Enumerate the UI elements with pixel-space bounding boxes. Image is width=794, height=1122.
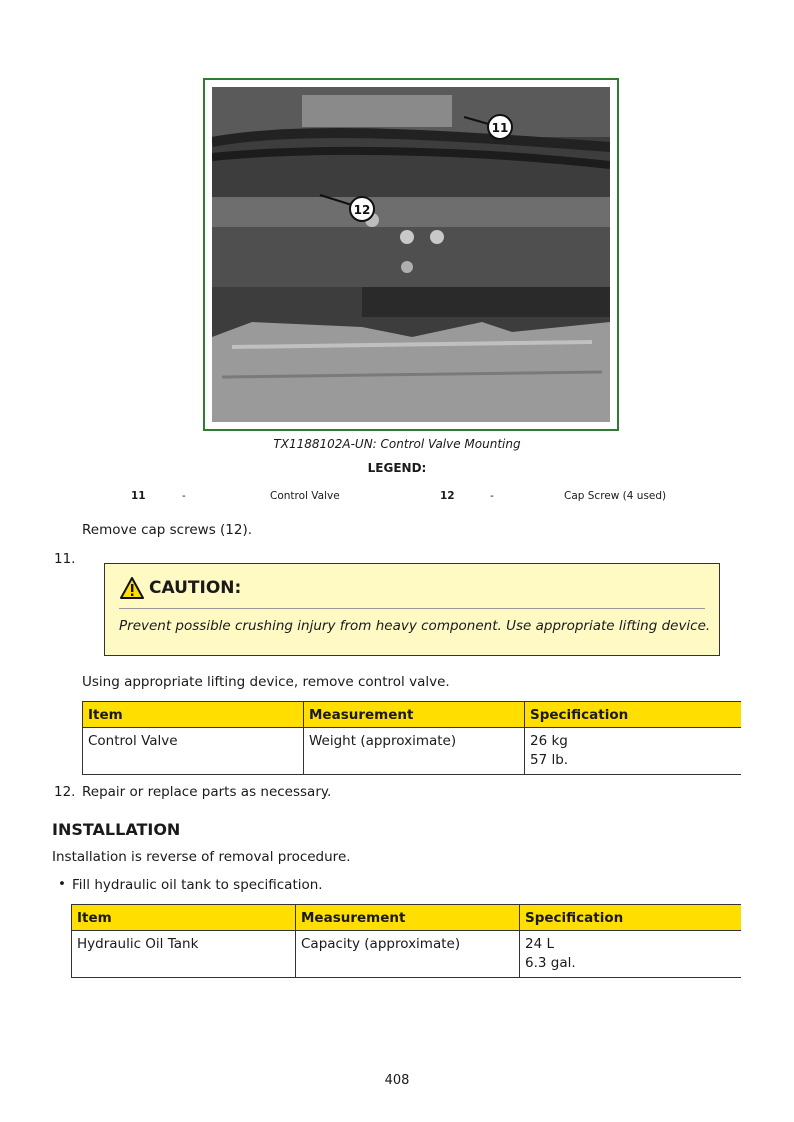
page-number: 408 bbox=[384, 1073, 410, 1088]
caution-label: CAUTION: bbox=[149, 578, 242, 598]
col-specification-header: Specification bbox=[525, 702, 742, 728]
spec-imperial: 6.3 gal. bbox=[525, 955, 576, 971]
cell-measurement: Weight (approximate) bbox=[304, 728, 525, 775]
spec-imperial: 57 lb. bbox=[530, 752, 569, 768]
bullet-dot: • bbox=[58, 876, 66, 892]
table-header-row bbox=[72, 905, 742, 931]
col-item-header: Item bbox=[72, 905, 296, 931]
legend-dash-12: - bbox=[490, 490, 494, 502]
cell-specification bbox=[525, 728, 742, 775]
cell-item: Hydraulic Oil Tank bbox=[72, 931, 296, 978]
step-11-text: Using appropriate lifting device, remove control valve. bbox=[82, 674, 450, 690]
callout-12: 12 bbox=[353, 203, 371, 217]
spec-metric: 24 L bbox=[525, 936, 554, 952]
legend-num-12: 12 bbox=[440, 490, 455, 502]
table-row bbox=[72, 931, 742, 978]
installation-text: Installation is reverse of removal procedure. bbox=[52, 849, 351, 865]
step-12-text: Repair or replace parts as necessary. bbox=[82, 784, 332, 800]
legend-dash-11: - bbox=[182, 490, 186, 502]
legend-label-12: Cap Screw (4 used) bbox=[564, 490, 667, 502]
legend-num-11: 11 bbox=[131, 490, 146, 502]
col-specification-header: Specification bbox=[520, 905, 742, 931]
figure-frame bbox=[203, 78, 619, 431]
control-valve-spec-table bbox=[82, 701, 741, 775]
table-row bbox=[83, 728, 742, 775]
callout-11: 11 bbox=[491, 121, 509, 135]
cell-item: Control Valve bbox=[83, 728, 304, 775]
col-measurement-header: Measurement bbox=[304, 702, 525, 728]
installation-heading: INSTALLATION bbox=[52, 820, 181, 839]
warning-icon bbox=[119, 576, 145, 600]
cell-specification bbox=[520, 931, 742, 978]
step-10-text: Remove cap screws (12). bbox=[82, 522, 253, 538]
spec-metric: 26 kg bbox=[530, 733, 568, 749]
figure-caption: TX1188102A-UN: Control Valve Mounting bbox=[273, 437, 521, 451]
caution-text: Prevent possible crushing injury from heavy component. Use appropriate lifting device. bbox=[119, 618, 711, 634]
table-header-row bbox=[83, 702, 742, 728]
control-valve-photo bbox=[212, 87, 610, 422]
caution-header bbox=[119, 576, 241, 600]
legend-label-11: Control Valve bbox=[270, 490, 340, 502]
installation-bullet: Fill hydraulic oil tank to specification. bbox=[72, 877, 323, 893]
legend-title: LEGEND: bbox=[367, 461, 427, 475]
col-item-header: Item bbox=[83, 702, 304, 728]
col-measurement-header: Measurement bbox=[296, 905, 520, 931]
caution-divider bbox=[119, 608, 705, 609]
step-12-number: 12. bbox=[54, 784, 76, 800]
caution-box bbox=[104, 563, 720, 656]
cell-measurement: Capacity (approximate) bbox=[296, 931, 520, 978]
oil-tank-spec-table bbox=[71, 904, 741, 978]
step-11-number: 11. bbox=[54, 551, 76, 567]
